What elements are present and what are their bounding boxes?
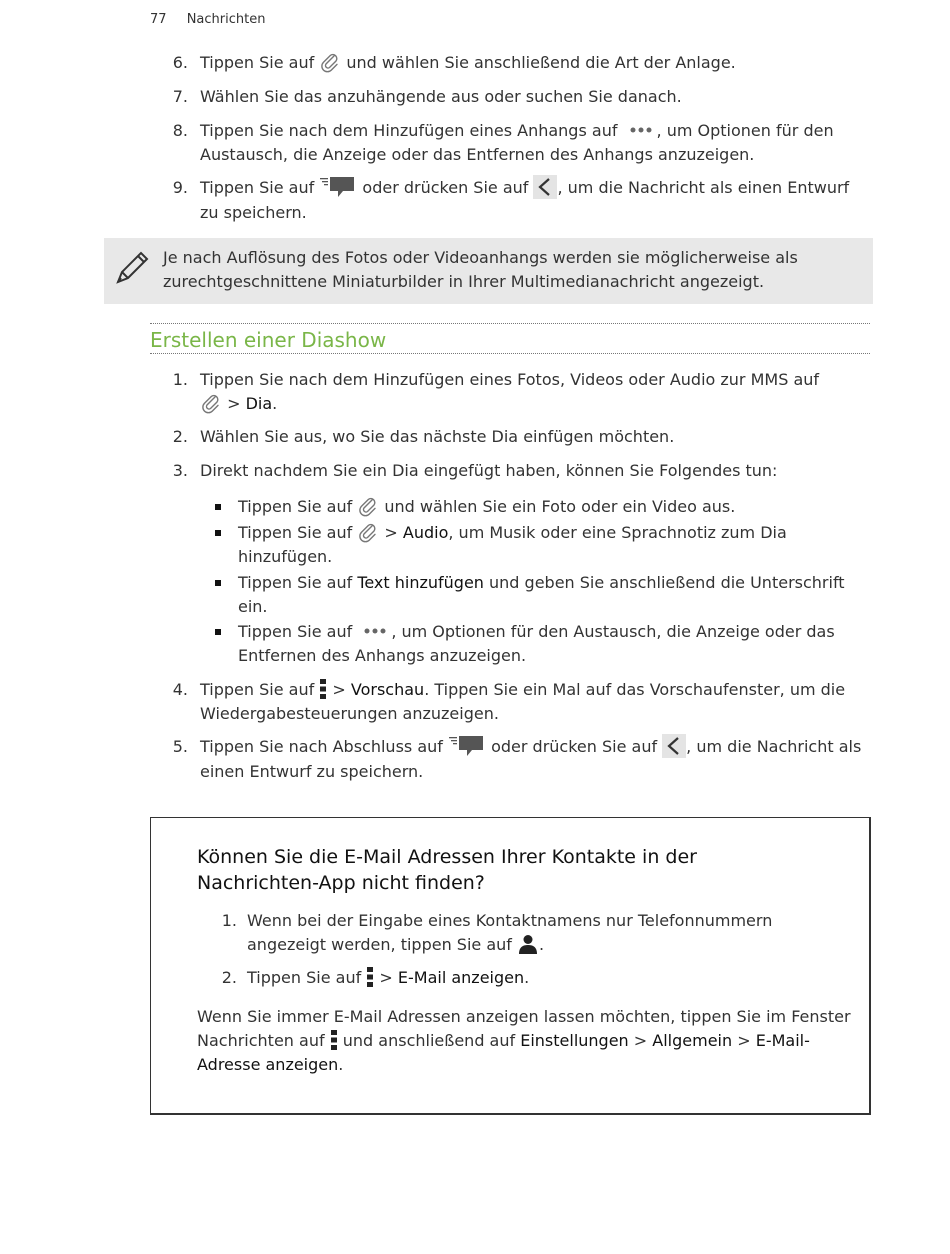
step-8 bbox=[172, 119, 870, 167]
bullet-text: und wählen Sie ein Foto oder ein Video aus. bbox=[379, 497, 736, 516]
ui-label-dia: Dia bbox=[245, 394, 273, 413]
paragraph-text: Wenn Sie immer E-Mail Adressen anzeigen lassen möchten, tippen Sie im Fenster Nachrichten auf bbox=[197, 1007, 851, 1050]
bullet-text: > bbox=[379, 523, 403, 542]
step-text: und wählen Sie anschließend die Art der Anlage. bbox=[341, 53, 736, 72]
person-icon bbox=[517, 933, 539, 955]
step-number: 1. bbox=[172, 370, 188, 389]
ui-label-email-adresse-anzeigen: E-Mail-Adresse anzeigen bbox=[197, 1031, 810, 1074]
section-step-2 bbox=[172, 425, 870, 449]
step-text: oder drücken Sie auf bbox=[357, 178, 534, 197]
tip-paragraph bbox=[197, 1005, 857, 1077]
paperclip-icon bbox=[200, 392, 222, 414]
note-text: Je nach Auflösung des Fotos oder Videoanhangs werden sie möglicherweise als zurechtgeschnittene Miniaturbilder in Ihrer Multimedianachricht angezeigt. bbox=[163, 248, 798, 291]
paperclip-icon bbox=[319, 51, 341, 73]
bullet-text: Tippen Sie auf bbox=[238, 573, 358, 592]
section-step-4 bbox=[172, 678, 870, 726]
step-text: . Tippen Sie ein Mal auf das Vorschaufenster, um die Wiedergabesteuerungen anzuzeigen. bbox=[200, 680, 846, 723]
step-text: Tippen Sie auf bbox=[247, 968, 367, 987]
separator: > bbox=[732, 1031, 756, 1050]
step-text: Tippen Sie auf bbox=[200, 178, 320, 197]
ui-label-audio: Audio bbox=[402, 523, 449, 542]
tip-box bbox=[150, 817, 871, 1115]
step-number: 4. bbox=[172, 680, 188, 699]
chapter-title: Nachrichten bbox=[186, 12, 266, 27]
ui-label-einstellungen: Einstellungen bbox=[520, 1031, 629, 1050]
step-text: Wenn bei der Eingabe eines Kontaktnamens nur Telefonnummern angezeigt werden, tippen Sie auf bbox=[247, 911, 773, 954]
step-number: 7. bbox=[172, 87, 188, 106]
step-text: . bbox=[538, 935, 545, 954]
back-chevron-icon bbox=[662, 734, 686, 758]
step-text: , um die Nachricht als einen Entwurf zu speichern. bbox=[200, 737, 862, 781]
paperclip-icon bbox=[357, 495, 379, 517]
vertical-menu-icon bbox=[319, 678, 327, 700]
bullet-text: Tippen Sie auf bbox=[238, 497, 358, 516]
bullet-marker bbox=[215, 580, 221, 586]
step-text: Wählen Sie aus, wo Sie das nächste Dia einfügen möchten. bbox=[200, 427, 675, 446]
step-number: 6. bbox=[172, 53, 188, 72]
ui-label-vorschau: Vorschau bbox=[350, 680, 425, 699]
bullet-text: , um Optionen für den Austausch, die Anzeige oder das Entfernen des Anhangs anzuzeigen. bbox=[238, 622, 835, 665]
step-number: 2. bbox=[221, 968, 237, 987]
bullet-item bbox=[238, 495, 878, 519]
step-text: oder drücken Sie auf bbox=[486, 737, 663, 756]
step-text: Tippen Sie auf bbox=[200, 53, 320, 72]
step-number: 9. bbox=[172, 178, 188, 197]
bullet-text: , um Musik oder eine Sprachnotiz zum Dia hinzufügen. bbox=[238, 523, 787, 566]
pencil-icon bbox=[112, 248, 152, 295]
step-number: 8. bbox=[172, 121, 188, 140]
section-step-3 bbox=[172, 459, 870, 483]
tip-step-2 bbox=[221, 966, 847, 990]
more-dots-icon bbox=[623, 125, 657, 135]
vertical-menu-icon bbox=[366, 966, 374, 988]
step-text: . bbox=[524, 968, 530, 987]
step-6 bbox=[172, 51, 870, 75]
step-number: 3. bbox=[172, 461, 188, 480]
send-message-icon bbox=[319, 175, 357, 199]
step-text: , um die Nachricht als einen Entwurf zu speichern. bbox=[200, 178, 850, 222]
tip-title: Können Sie die E-Mail Adressen Ihrer Kontakte in der Nachrichten-App nicht finden? bbox=[197, 846, 697, 894]
step-9 bbox=[172, 176, 870, 225]
step-text: Tippen Sie auf bbox=[200, 680, 320, 699]
step-text: Tippen Sie nach dem Hinzufügen eines Fotos, Videos oder Audio zur MMS auf bbox=[200, 370, 820, 389]
section-step-1 bbox=[172, 368, 870, 416]
section-divider-top bbox=[150, 323, 870, 324]
step-text: > bbox=[327, 680, 351, 699]
step-text: > bbox=[374, 968, 398, 987]
section-step-5 bbox=[172, 735, 870, 784]
bullet-item bbox=[238, 521, 878, 569]
step-text: Wählen Sie das anzuhängende aus oder suchen Sie danach. bbox=[200, 87, 682, 106]
bullet-text: Tippen Sie auf bbox=[238, 622, 358, 641]
step-number: 1. bbox=[221, 911, 237, 930]
step-text: , um Optionen für den Austausch, die Anzeige oder das Entfernen des Anhangs anzuzeigen. bbox=[200, 121, 834, 164]
step-text: . bbox=[272, 394, 278, 413]
more-dots-icon bbox=[357, 626, 391, 636]
step-number: 5. bbox=[172, 737, 188, 756]
paragraph-text: . bbox=[338, 1055, 344, 1074]
tip-step-1 bbox=[221, 909, 847, 957]
page-header bbox=[150, 8, 265, 32]
section-title: Erstellen einer Diashow bbox=[150, 328, 387, 352]
step-7 bbox=[172, 85, 870, 109]
paperclip-icon bbox=[357, 521, 379, 543]
step-text: Tippen Sie nach Abschluss auf bbox=[200, 737, 448, 756]
bullet-text: Tippen Sie auf bbox=[238, 523, 358, 542]
step-text: Tippen Sie nach dem Hinzufügen eines Anhangs auf bbox=[200, 121, 623, 140]
section-divider-bottom bbox=[150, 353, 870, 354]
bullet-text: und geben Sie anschließend die Unterschrift ein. bbox=[238, 573, 845, 616]
note-box bbox=[104, 238, 873, 304]
ui-label-text-hinzufuegen: Text hinzufügen bbox=[357, 573, 484, 592]
step-text: > bbox=[222, 394, 246, 413]
ui-label-email-anzeigen: E-Mail anzeigen bbox=[397, 968, 525, 987]
page-number: 77 bbox=[150, 12, 167, 27]
bullet-item bbox=[238, 571, 878, 619]
ui-label-allgemein: Allgemein bbox=[652, 1031, 733, 1050]
back-chevron-icon bbox=[533, 175, 557, 199]
paragraph-text: und anschließend auf bbox=[337, 1031, 521, 1050]
separator: > bbox=[628, 1031, 653, 1050]
bullet-marker bbox=[215, 504, 221, 510]
step-text: Direkt nachdem Sie ein Dia eingefügt haben, können Sie Folgendes tun: bbox=[200, 461, 778, 480]
bullet-marker bbox=[215, 530, 221, 536]
send-message-icon bbox=[448, 734, 486, 758]
bullet-item bbox=[238, 620, 878, 668]
bullet-marker bbox=[215, 629, 221, 635]
vertical-menu-icon bbox=[330, 1029, 338, 1051]
step-number: 2. bbox=[172, 427, 188, 446]
